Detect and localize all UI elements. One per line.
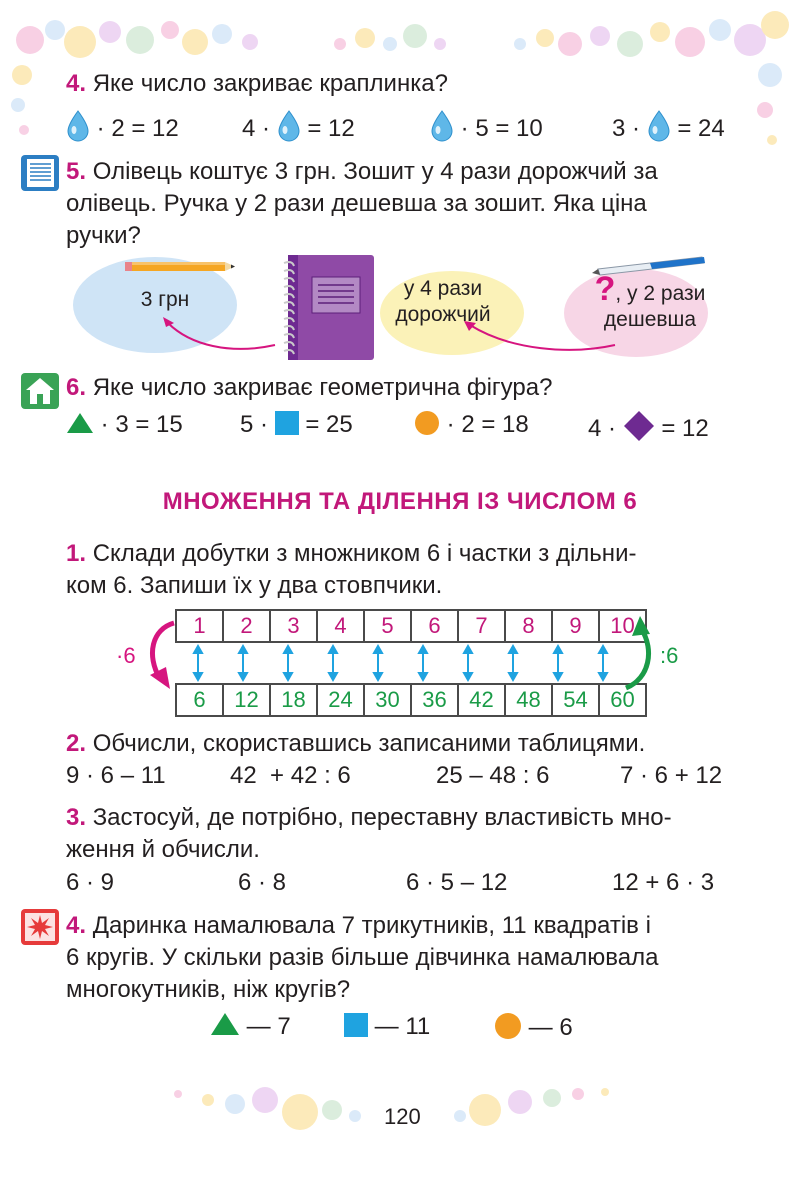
task-number: 3. — [66, 804, 87, 831]
equation-text: 4 · — [242, 115, 271, 142]
ex2-expr-3: 25 – 48 : 6 — [436, 762, 550, 789]
multiplication-table — [175, 609, 647, 717]
ex1-text — [66, 538, 746, 602]
circle-icon — [414, 410, 440, 436]
legend-count: — 11 — [374, 1013, 431, 1040]
circle-icon — [494, 1012, 522, 1040]
ex3-expr-4: 12 + 6 · 3 — [612, 869, 715, 896]
task-text-line: Застосуй, де потрібно, переставну властивість мно- — [92, 804, 672, 831]
table-cell: 30 — [364, 684, 411, 716]
task-text-line: многокутників, ніж кругів? — [66, 976, 351, 1003]
task-text-line: Олівець коштує 3 грн. Зошит у 4 рази дорожчий за — [92, 158, 658, 185]
task-text-line: 6 кругів. У скільки разів більше дівчинка намалювала — [66, 944, 659, 971]
table-cell: 8 — [505, 610, 552, 642]
drop-icon — [277, 110, 301, 142]
notebook-label — [378, 276, 508, 328]
table-cell: 5 — [364, 610, 411, 642]
drop-icon — [647, 110, 671, 142]
notebook-label-line: дорожчий — [395, 303, 491, 326]
task6-heading — [66, 372, 552, 404]
pen-label — [580, 270, 720, 333]
ex2-heading — [66, 728, 645, 760]
task-number: 1. — [66, 540, 87, 567]
table-cell: 4 — [317, 610, 364, 642]
equation-3 — [430, 110, 543, 144]
ex3-expr-2: 6 · 8 — [238, 869, 287, 896]
task-number: 5. — [66, 158, 87, 185]
legend-squares — [344, 1012, 430, 1042]
task-number: 2. — [66, 730, 87, 757]
legend-circles — [494, 1012, 573, 1043]
ex3-text — [66, 802, 746, 866]
legend-count: — 6 — [528, 1014, 573, 1041]
equation-1 — [66, 410, 183, 440]
equation-text: · 3 = 15 — [100, 411, 183, 438]
equation-text: 3 · — [612, 115, 641, 142]
notebook-task-icon — [20, 154, 60, 192]
table-cell: 6 — [176, 684, 223, 716]
question-mark: ? — [594, 270, 616, 308]
equation-text: = 12 — [307, 115, 355, 142]
ex2-expr-2: 42 + 42 : 6 — [230, 762, 351, 789]
table-cell: 9 — [552, 610, 599, 642]
task-number: 4. — [66, 70, 87, 97]
multiply-arrow — [140, 615, 180, 695]
diamond-icon — [623, 410, 655, 442]
task4-heading — [66, 68, 448, 100]
task-text-line: Даринка намалювала 7 трикутників, 11 квадратів і — [92, 912, 651, 939]
table-cell: 24 — [317, 684, 364, 716]
ex3-expr-1: 6 · 9 — [66, 869, 115, 896]
table-cell: 36 — [411, 684, 458, 716]
ex3-expr-3: 6 · 5 – 12 — [406, 869, 508, 896]
table-cell: 10 — [599, 610, 646, 642]
bottom-row-table — [175, 683, 647, 717]
pen-label-line: , у 2 рази — [615, 282, 706, 305]
triangle-icon — [210, 1012, 240, 1036]
ex4-text — [66, 910, 746, 1006]
legend-triangles — [210, 1012, 291, 1042]
table-cell: 18 — [270, 684, 317, 716]
ex2-expr-1: 9 · 6 – 11 — [66, 762, 166, 789]
equation-3 — [414, 410, 529, 440]
vertical-arrows — [175, 643, 627, 683]
equation-2 — [242, 110, 355, 144]
table-cell: 42 — [458, 684, 505, 716]
equation-text: · 2 = 18 — [446, 411, 529, 438]
table-cell: 7 — [458, 610, 505, 642]
task-text-line: ком 6. Запиши їх у два стовпчики. — [66, 572, 443, 599]
divide-label: :6 — [660, 643, 679, 668]
task-text-line: Склади добутки з множником 6 і частки з дільни- — [92, 540, 637, 567]
equation-text: · 2 = 12 — [96, 115, 179, 142]
table-cell: 12 — [223, 684, 270, 716]
equation-4 — [588, 410, 709, 444]
table-cell: 3 — [270, 610, 317, 642]
drop-icon — [430, 110, 454, 142]
task5-text — [66, 156, 736, 252]
top-row-table — [175, 609, 647, 643]
top-row — [176, 610, 646, 642]
task-text-line: олівець. Ручка у 2 рази дешевша за зошит. Яка ціна — [66, 190, 647, 217]
equation-text: = 25 — [305, 411, 353, 438]
legend-count: — 7 — [246, 1013, 291, 1040]
table-cell: 54 — [552, 684, 599, 716]
divide-arrow — [620, 612, 660, 698]
table-cell: 2 — [223, 610, 270, 642]
equation-text: = 24 — [677, 115, 725, 142]
equation-text: · 5 = 10 — [460, 115, 543, 142]
task-text: Яке число закриває краплинка? — [92, 70, 448, 97]
page-number: 120 — [384, 1104, 421, 1129]
square-icon — [344, 1013, 368, 1037]
equation-text: 4 · — [588, 415, 617, 442]
square-icon — [275, 411, 299, 435]
equation-2 — [240, 410, 353, 440]
pencil-price-label: 3 грн — [140, 288, 190, 311]
task-text-line: ручки? — [66, 222, 141, 249]
notebook-label-line: у 4 рази — [403, 277, 483, 300]
triangle-icon — [66, 412, 94, 434]
house-icon — [20, 372, 60, 410]
table-cell: 6 — [411, 610, 458, 642]
equation-1 — [66, 110, 179, 144]
table-cell: 1 — [176, 610, 223, 642]
multiply-label: ·6 — [116, 643, 136, 668]
drop-icon — [66, 110, 90, 142]
task-text: Яке число закриває геометрична фігура? — [92, 374, 553, 401]
table-cell: 60 — [599, 684, 646, 716]
equation-text: = 12 — [661, 415, 709, 442]
bottom-row — [176, 684, 646, 716]
task-text-line: ження й обчисли. — [66, 836, 260, 863]
pen-label-line: дешевша — [603, 308, 697, 331]
ex2-expr-4: 7 · 6 + 12 — [620, 762, 723, 789]
task-number: 6. — [66, 374, 87, 401]
pencil-icon — [125, 262, 235, 271]
star-burst-icon — [20, 908, 60, 946]
table-cell: 48 — [505, 684, 552, 716]
task-text: Обчисли, скориставшись записаними таблицями. — [92, 730, 646, 757]
notebook-illustration — [284, 255, 374, 360]
task-number: 4. — [66, 912, 87, 939]
equation-text: 5 · — [240, 411, 269, 438]
equation-4 — [612, 110, 725, 144]
section-title: МНОЖЕННЯ ТА ДІЛЕННЯ ІЗ ЧИСЛОМ 6 — [162, 488, 638, 515]
